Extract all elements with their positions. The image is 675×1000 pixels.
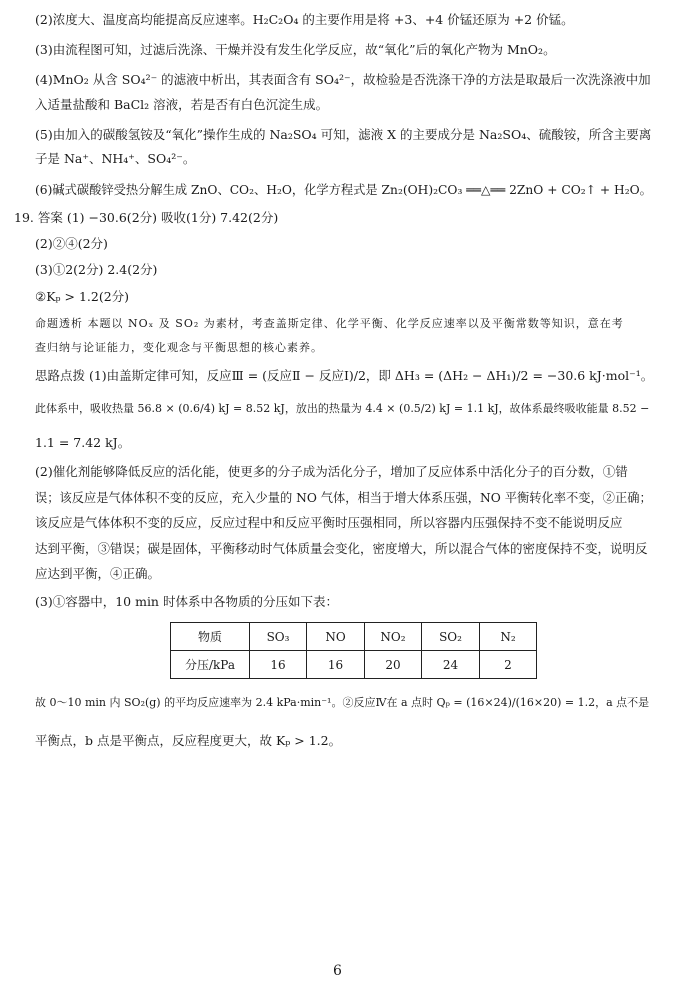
table-cell: 2 xyxy=(480,651,537,679)
text-line: 子是 Na⁺、NH₄⁺、SO₄²⁻。 xyxy=(35,151,196,166)
table-header-cell: SO₃ xyxy=(250,623,307,651)
table-row xyxy=(171,651,537,679)
solution-line: 误；该反应是气体体积不变的反应，充入少量的 NO 气体，相当于增大体系压强，NO 平衡转化率不变，②正确； xyxy=(35,491,652,505)
solution-line: (3)①容器中，10 min 时体系中各物质的分压如下表： xyxy=(35,594,338,609)
solution-line: 达到平衡，③错误；碳是固体，平衡移动时气体质量会变化，密度增大，所以混合气体的密度保持不变，说明反 xyxy=(35,541,648,556)
text-line: (5)由加入的碳酸氢铵及“氧化”操作生成的 Na₂SO₄ 可知，滤液 X 的主要成分是 Na₂SO₄、硫酸铵，所含主要离 xyxy=(35,127,652,142)
table-cell: 20 xyxy=(365,651,422,679)
table-header-cell: SO₂ xyxy=(422,623,480,651)
text-line: 入适量盐酸和 BaCl₂ 溶液，若是否有白色沉淀生成。 xyxy=(35,97,329,112)
table-header-cell: NO₂ xyxy=(365,623,422,651)
table-cell: 24 xyxy=(422,651,480,679)
text-line: (2)浓度大、温度高均能提高反应速率。H₂C₂O₄ 的主要作用是将 +3、+4 价锰还原为 +2 价锰。 xyxy=(35,12,574,27)
solution-line: 应达到平衡，④正确。 xyxy=(35,566,161,581)
analysis-line: 查归纳与论证能力，变化观念与平衡思想的核心素养。 xyxy=(35,341,323,354)
text-line: (3)由流程图可知，过滤后洗涤、干燥并没有发生化学反应，故“氧化”后的氧化产物为 MnO₂。 xyxy=(35,42,556,57)
solution-line: 思路点拨 (1)由盖斯定律可知，反应Ⅲ = (反应Ⅱ − 反应Ⅰ)/2，即 ΔH₃ = (ΔH₂ − ΔH₁)/2 = −30.6 kJ·mol⁻¹。 xyxy=(35,368,654,383)
table-cell: 16 xyxy=(250,651,307,679)
table-row xyxy=(171,623,537,651)
answer-line: ②Kₚ > 1.2(2分) xyxy=(35,289,130,304)
page-number: 6 xyxy=(333,963,342,979)
solution-line: 1.1 = 7.42 kJ。 xyxy=(35,435,131,450)
table-header-cell: N₂ xyxy=(480,623,537,651)
solution-line: 该反应是气体体积不变的反应，反应过程中和反应平衡时压强相同，所以容器内压强保持不变不能说明反应 xyxy=(35,515,623,530)
solution-line: 此体系中，吸收热量 56.8 × (0.6/4) kJ = 8.52 kJ，放出的热量为 4.4 × (0.5/2) kJ = 1.1 kJ，故体系最终吸收能量 8.52 − xyxy=(35,402,650,415)
solution-line: 平衡点，b 点是平衡点，反应程度更大，故 Kₚ > 1.2。 xyxy=(35,733,342,748)
solution-line: 故 0～10 min 内 SO₂(g) 的平均反应速率为 2.4 kPa·min⁻¹。②反应Ⅳ在 a 点时 Qₚ = (16×24)/(16×20) = 1.2，a 点不是 xyxy=(35,696,650,709)
partial-pressure-table xyxy=(170,622,537,679)
answer-line: 19. 答案 (1) −30.6(2分) 吸收(1分) 7.42(2分) xyxy=(14,210,279,225)
table-header-cell: 物质 xyxy=(171,623,250,651)
table-cell: 16 xyxy=(307,651,365,679)
solution-line: (2)催化剂能够降低反应的活化能，使更多的分子成为活化分子，增加了反应体系中活化分子的百分数，①错 xyxy=(35,464,628,479)
equation-line: (6)碱式碳酸锌受热分解生成 ZnO、CO₂、H₂O，化学方程式是 Zn₂(OH)₂CO₃ ══△══ 2ZnO + CO₂↑ + H₂O。 xyxy=(35,183,652,197)
text-line: (4)MnO₂ 从含 SO₄²⁻ 的滤液中析出，其表面含有 SO₄²⁻，故检验是否洗涤干净的方法是取最后一次洗涤液中加 xyxy=(35,72,651,87)
answer-line: (2)②④(2分) xyxy=(35,236,108,251)
answer-line: (3)①2(2分) 2.4(2分) xyxy=(35,262,158,277)
table-cell: 分压/kPa xyxy=(171,651,250,679)
table-header-cell: NO xyxy=(307,623,365,651)
analysis-line: 命题透析 本题以 NOₓ 及 SO₂ 为素材，考查盖斯定律、化学平衡、化学反应速率以及平衡常数等知识，意在考 xyxy=(35,317,624,330)
